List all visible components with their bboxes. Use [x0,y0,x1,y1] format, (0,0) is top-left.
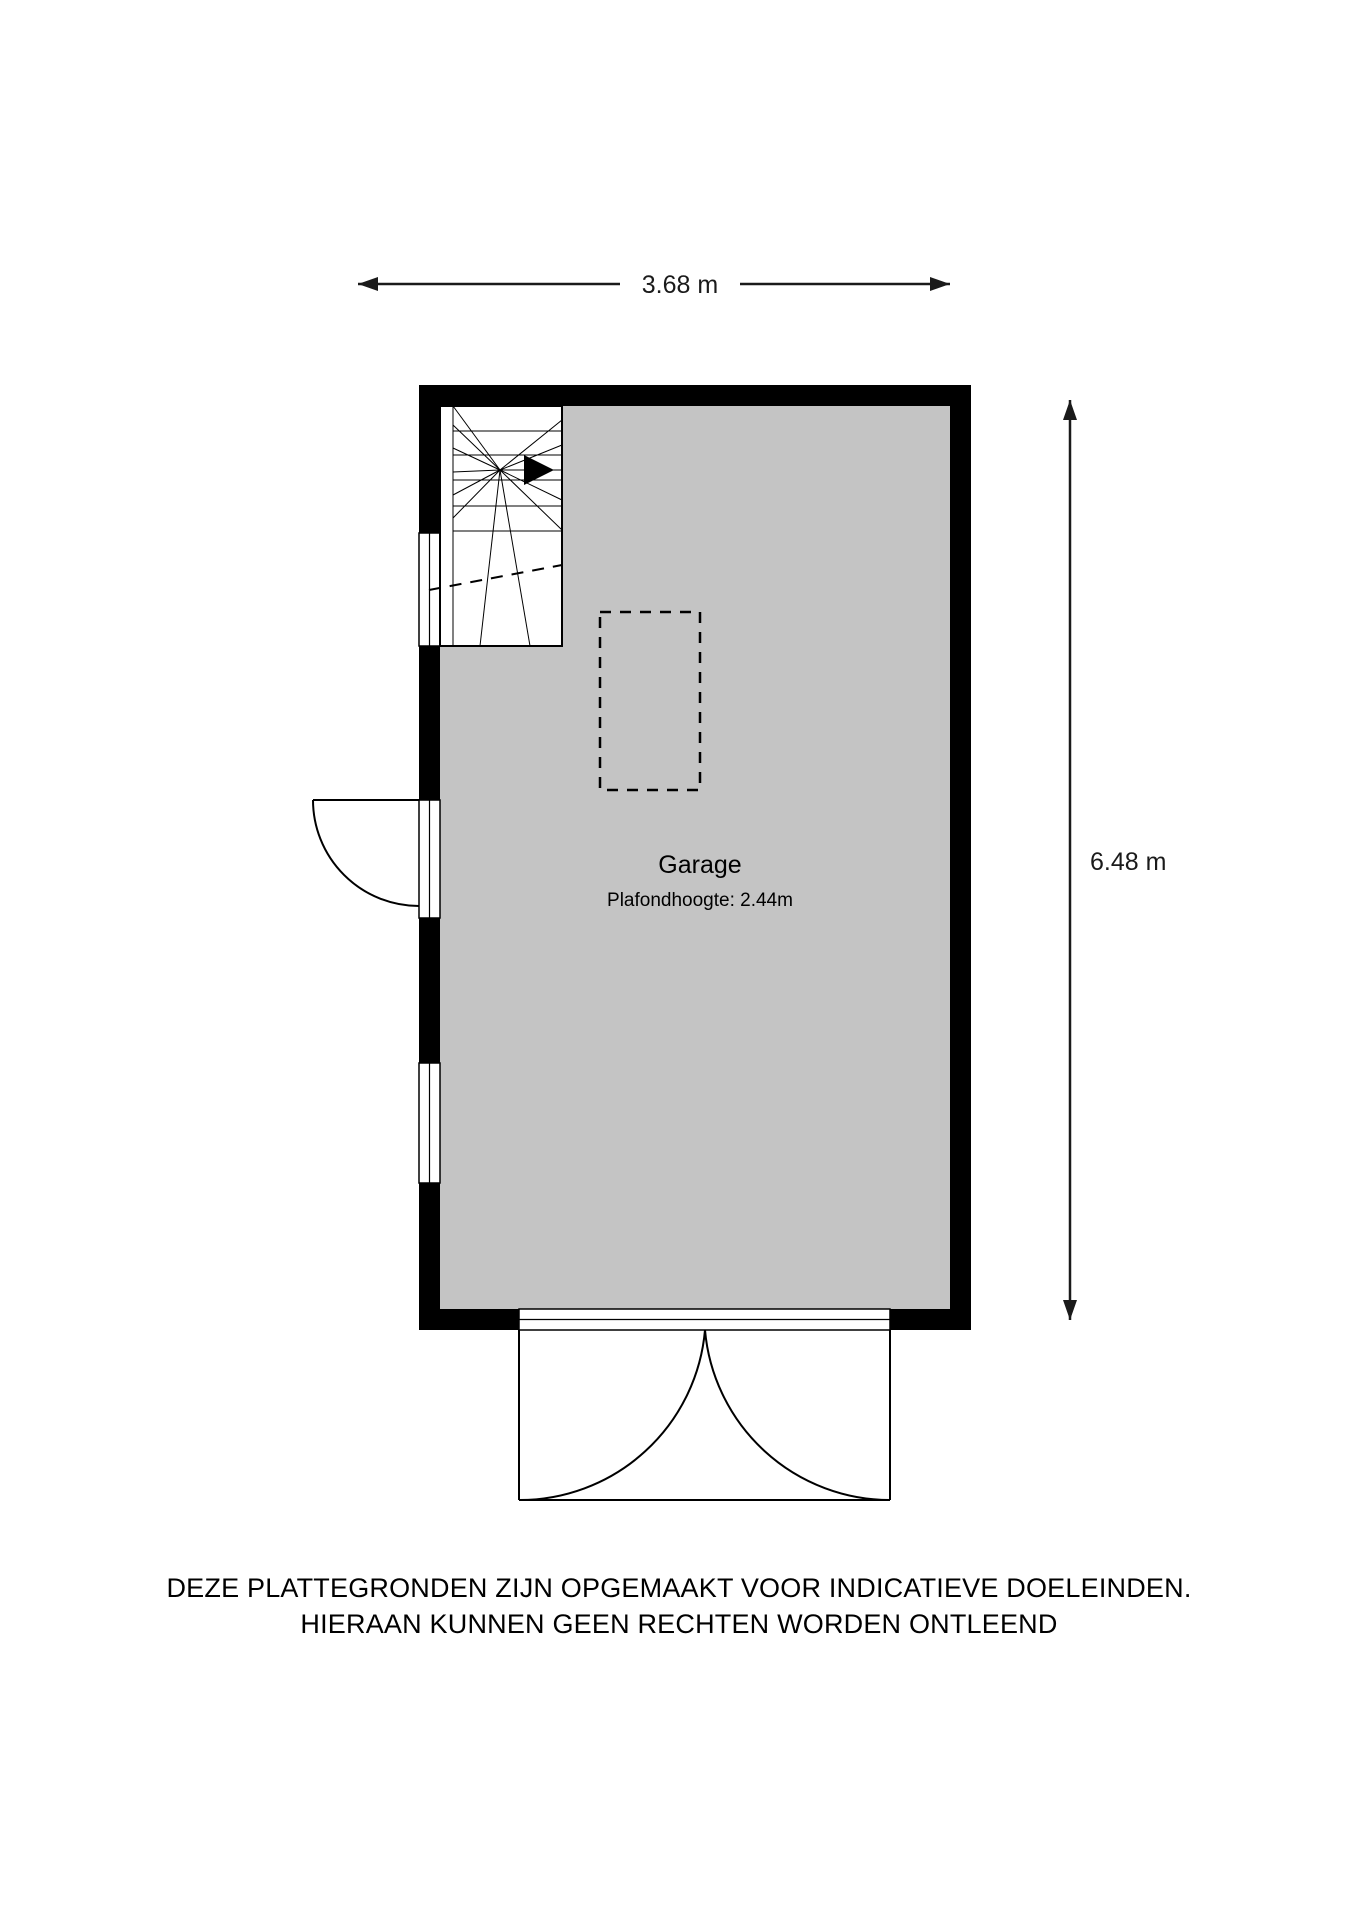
height-dimension-label: 6.48 m [1090,848,1167,876]
disclaimer-line-2: HIERAAN KUNNEN GEEN RECHTEN WORDEN ONTLEEND [300,1609,1058,1639]
disclaimer-line-1: DEZE PLATTEGRONDEN ZIJN OPGEMAAKT VOOR INDICATIEVE DOELEINDEN. [166,1573,1192,1603]
side-door-swing [313,800,419,906]
left-wall-openings [419,533,440,1183]
ceiling-height-label: Plafondhoogte: 2.44m [607,890,793,911]
garage-door [519,1309,890,1500]
staircase [429,406,562,646]
dimension-height [1063,400,1166,1320]
disclaimer [0,1570,1358,1642]
room-name-label: Garage [658,851,742,879]
width-dimension-label: 3.68 m [641,271,719,299]
dimension-width [358,266,950,302]
